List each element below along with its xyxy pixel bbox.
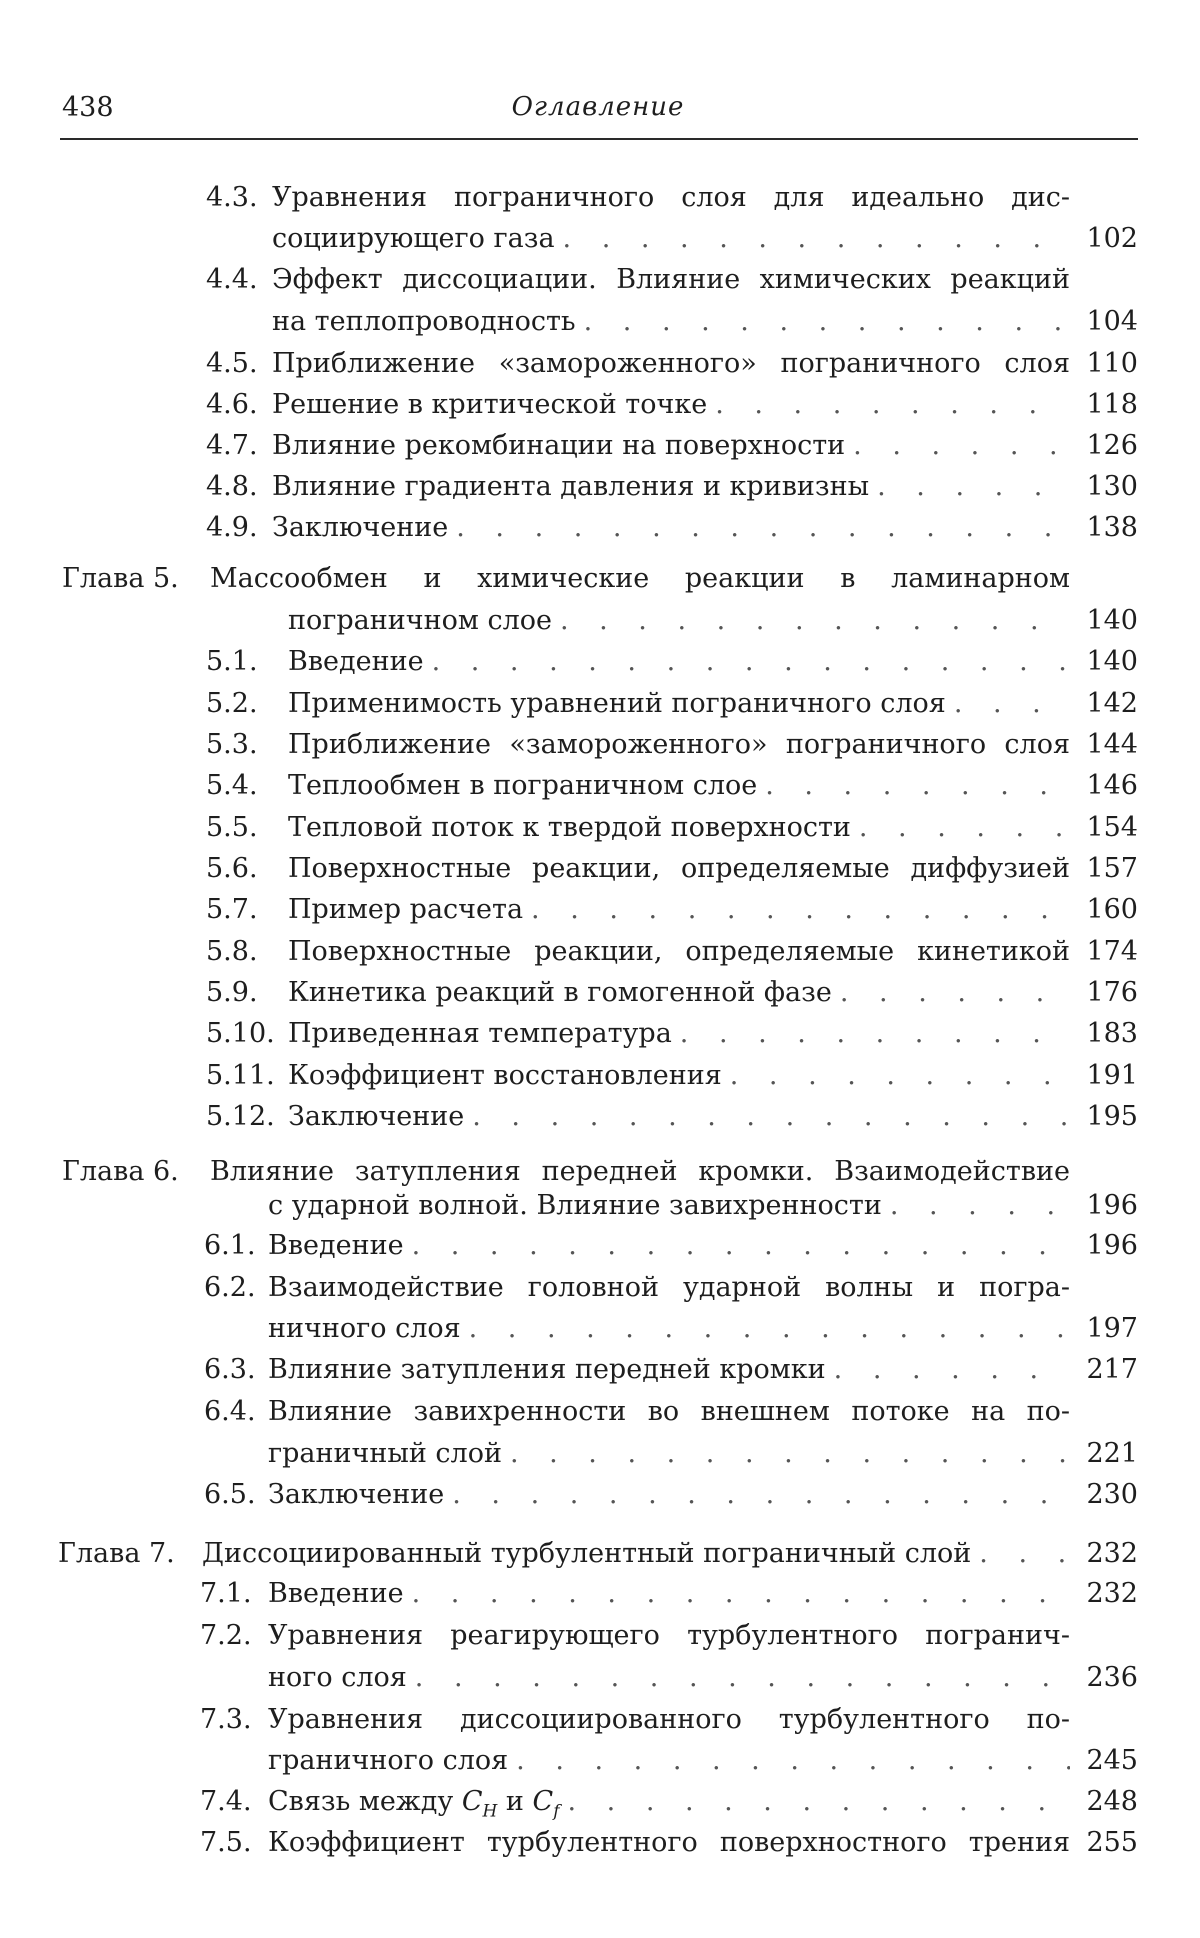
chapter-title-line2: пограничном слое . . . . . . . . . . . . . [288,603,1070,639]
page-reference: 160 [1080,892,1138,928]
page-reference: 255 [1080,1825,1138,1861]
page-reference: 157 [1080,851,1138,887]
section-number: 6.3. [204,1352,256,1388]
section-number: 6.4. [204,1394,256,1430]
section-title: Приближение «замороженного» пограничного слоя [272,346,1070,382]
section-number: 7.3. [200,1702,252,1738]
page-reference: 144 [1080,727,1138,763]
page-reference: 142 [1080,686,1138,722]
running-title: Оглавление [62,92,1134,122]
chapter-title: Диссоциированный турбулентный пограничный слой . . [202,1536,1070,1572]
section-title: Поверхностные реакции, определяемые диффузией [288,851,1070,887]
section-number: 7.1. [200,1576,252,1612]
section-number: 4.7. [206,428,258,464]
page-reference: 104 [1080,304,1138,340]
chapter-title-line1: Влияние затупления передней кромки. Взаимодействие [210,1154,1070,1190]
section-title-line1: Уравнения диссоциированного турбулентного по- [268,1702,1070,1738]
page-reference: 236 [1080,1660,1138,1696]
chapter-label: Глава 7. [58,1536,175,1572]
section-number: 7.5. [200,1825,252,1861]
page-reference: 217 [1080,1352,1138,1388]
page-reference: 140 [1080,603,1138,639]
section-title-line2: ного слоя . . . . . . . . . . . . . . . . . [268,1660,1070,1696]
section-number: 5.6. [206,851,258,887]
section-title-line2: граничный слой . . . . . . . . . . . . . . [268,1436,1070,1472]
page-reference: 140 [1080,644,1138,680]
section-title-line2: ничного слоя . . . . . . . . . . . . . . . [268,1311,1070,1347]
page-reference: 197 [1080,1311,1138,1347]
section-title-line2: на теплопроводность . . . . . . . . . . . . [272,304,1070,340]
page-reference: 110 [1080,346,1138,382]
page-reference: 138 [1080,510,1138,546]
page-reference: 221 [1080,1436,1138,1472]
section-number: 7.2. [200,1618,252,1654]
section-number: 5.11. [206,1058,275,1094]
section-title: Введение . . . . . . . . . . . . . . . . . [268,1576,1070,1612]
section-number: 5.7. [206,892,258,928]
section-title-line1: Уравнения пограничного слоя для идеально дис- [272,180,1070,216]
chapter-label: Глава 5. [62,561,179,597]
page-reference: 174 [1080,934,1138,970]
section-title-line1: Эффект диссоциации. Влияние химических реакций [272,262,1070,298]
section-title: Заключение . . . . . . . . . . . . . . . . [268,1477,1070,1513]
section-title: Заключение . . . . . . . . . . . . . . . [288,1099,1070,1135]
section-title: Кинетика реакций в гомогенной фазе . . . . . . [288,975,1070,1011]
page-reference: 230 [1080,1477,1138,1513]
section-number: 5.1. [206,644,258,680]
section-number: 5.10. [206,1016,275,1052]
section-title-line1: Взаимодействие головной ударной волны и погра- [268,1270,1070,1306]
section-title: Коэффициент турбулентного поверхностного трения [268,1825,1070,1861]
section-number: 5.3. [206,727,258,763]
section-title: Решение в критической точке . . . . . . . . . [272,387,1070,423]
section-number: 6.1. [204,1228,256,1264]
page-number: 438 [62,92,114,123]
page-reference: 130 [1080,469,1138,505]
section-number: 4.9. [206,510,258,546]
section-title: Введение . . . . . . . . . . . . . . . . [288,644,1070,680]
section-number: 5.8. [206,934,258,970]
section-number: 5.12. [206,1099,275,1135]
page-reference: 102 [1080,221,1138,257]
page-reference: 191 [1080,1058,1138,1094]
section-title: Теплообмен в пограничном слое . . . . . . . . [288,768,1070,804]
page-reference: 118 [1080,387,1138,423]
section-title-line1: Влияние завихренности во внешнем потоке на по- [268,1394,1070,1430]
section-title: Приближение «замороженного» пограничного слоя [288,727,1070,763]
section-title: Введение . . . . . . . . . . . . . . . . . [268,1228,1070,1264]
header-rule [60,138,1138,140]
section-title: Заключение . . . . . . . . . . . . . . . . [272,510,1070,546]
section-number: 5.9. [206,975,258,1011]
section-number: 4.5. [206,346,258,382]
section-number: 5.5. [206,810,258,846]
section-title: Поверхностные реакции, определяемые кинетикой [288,934,1070,970]
page-reference: 154 [1080,810,1138,846]
section-title: Пример расчета . . . . . . . . . . . . . . [288,892,1070,928]
section-number: 4.4. [206,262,258,298]
page-reference: 126 [1080,428,1138,464]
page-reference: 232 [1080,1576,1138,1612]
section-title: Тепловой поток к твердой поверхности . . . . . [288,810,1070,846]
page-reference: 146 [1080,768,1138,804]
section-title: Влияние затупления передней кромки . . . . . . [268,1352,1070,1388]
section-number: 7.4. [200,1784,252,1820]
section-number: 4.6. [206,387,258,423]
section-title: Приведенная температура . . . . . . . . . . [288,1016,1070,1052]
page-reference: 232 [1080,1536,1138,1572]
section-title-line2: социирующего газа . . . . . . . . . . . . . [272,221,1070,257]
section-title: Применимость уравнений пограничного слоя . . . [288,686,1070,722]
section-title: Влияние рекомбинации на поверхности . . . . . . [272,428,1070,464]
section-title: Связь между CH и Cf . . . . . . . . . . . . . [268,1784,1070,1820]
page-reference: 245 [1080,1743,1138,1779]
page-reference: 195 [1080,1099,1138,1135]
chapter-title-line2: с ударной волной. Влияние завихренности . . . . . [268,1188,1070,1224]
section-number: 4.8. [206,469,258,505]
page-reference: 196 [1080,1228,1138,1264]
section-title: Коэффициент восстановления . . . . . . . . . [288,1058,1070,1094]
chapter-title-line1: Массообмен и химические реакции в ламинарном [210,561,1070,597]
section-number: 6.2. [204,1270,256,1306]
page-reference: 183 [1080,1016,1138,1052]
section-number: 4.3. [206,180,258,216]
chapter-label: Глава 6. [62,1154,179,1190]
section-number: 6.5. [204,1477,256,1513]
section-title: Влияние градиента давления и кривизны . . . . . [272,469,1070,505]
section-number: 5.4. [206,768,258,804]
section-title-line2: граничного слоя . . . . . . . . . . . . . . [268,1743,1070,1779]
page-reference: 196 [1080,1188,1138,1224]
page-reference: 176 [1080,975,1138,1011]
section-number: 5.2. [206,686,258,722]
section-title-line1: Уравнения реагирующего турбулентного погранич- [268,1618,1070,1654]
page-header [62,92,1134,132]
book-page [0,0,1200,1938]
page-reference: 248 [1080,1784,1138,1820]
